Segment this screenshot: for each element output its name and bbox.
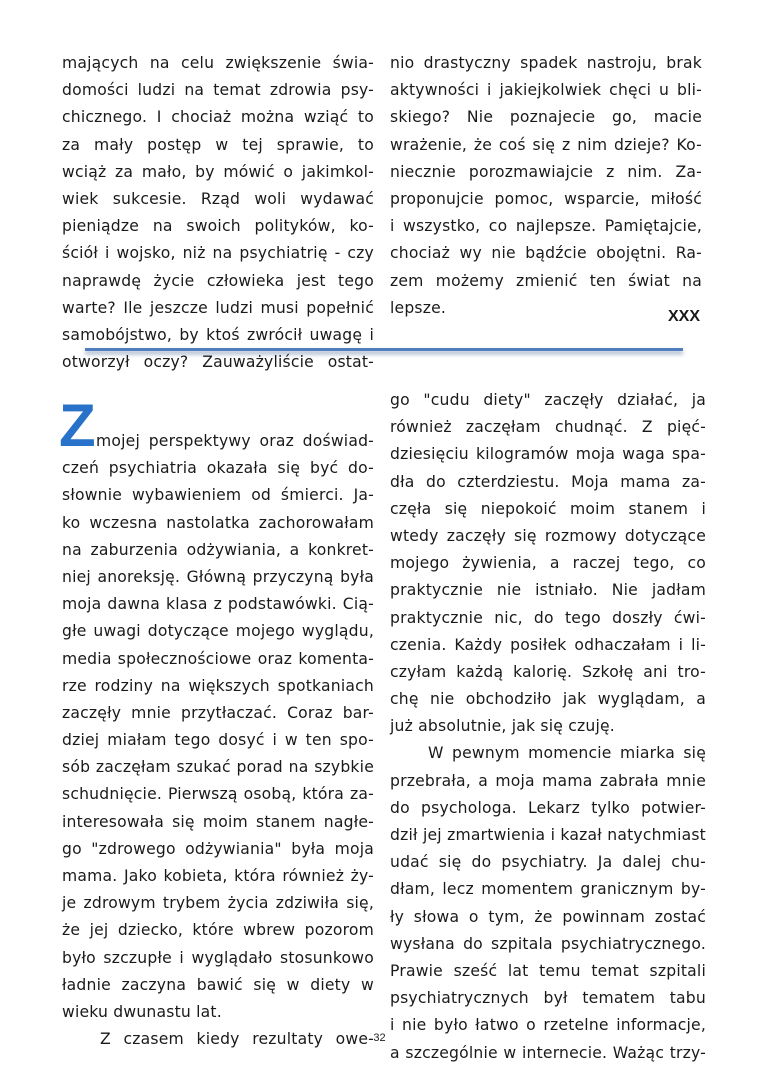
text-line: chociaż wy nie bądźcie obojętni. Ra- (390, 244, 702, 263)
text-line: dził jej zmartwienia i kazał natychmiast (390, 826, 706, 844)
text-line: nio drastyczny spadek nastroju, brak (390, 54, 702, 72)
text-line: dłam, lecz momentem granicznym by- (390, 880, 706, 899)
text-line: lepsze. (390, 298, 447, 317)
drop-cap: Z (59, 392, 96, 459)
text-line: rze rodziny na większych spotkaniach (62, 676, 374, 695)
text-line: dziej miałam tego dosyć i w ten spo- (62, 731, 374, 750)
text-line: psychiatrycznych był tematem tabu (390, 989, 706, 1008)
text-line: go "cudu diety" zaczęły działać, ja (390, 391, 706, 409)
text-line: zem możemy zmienić ten świat na (390, 271, 702, 290)
text-line: mojego żywienia, a raczej tego, co (390, 554, 706, 573)
text-line: czeń psychiatria okazała się być do- (62, 459, 374, 478)
top-left-column (62, 50, 374, 376)
text-line: czyłam każdą kalorię. Szkołę ani tro- (390, 662, 706, 681)
bottom-right-column (390, 387, 706, 1067)
text-line: mama. Jako kobieta, która również ży- (62, 867, 374, 885)
text-line: interesowała się moim stanem nagłe- (62, 812, 374, 831)
text-line: skiego? Nie poznajecie go, macie (390, 108, 702, 127)
text-line: zaczęły mnie przytłaczać. Coraz bar- (62, 703, 374, 722)
text-line: go "zdrowego odżywiania" była moja (62, 839, 374, 858)
text-line: naprawdę życie człowieka jest tego (62, 271, 374, 290)
text-line: udać się do psychiatry. Ja dalej chu- (390, 853, 706, 872)
text-line: ładnie zaczyna bawić się w diety w (62, 975, 374, 994)
text-line: i wszystko, co najlepsze. Pamiętajcie, (390, 217, 702, 236)
text-line: na zaburzenia odżywiania, a konkret- (62, 540, 374, 559)
text-line: praktycznie nic, do tego doszły ćwi- (390, 608, 706, 627)
text-line: dziesięciu kilogramów moja waga spa- (390, 445, 706, 464)
text-line: wieku dwunastu lat. (62, 1002, 222, 1021)
text-line: a szczególnie w internecie. Ważąc trzy- (390, 1043, 706, 1062)
text-line: ściół i wojsko, niż na psychiatrię - czy (62, 244, 374, 263)
top-right-column (390, 50, 702, 322)
text-line: za mały postęp w tej sprawie, to (62, 135, 374, 154)
text-line: proponujcie pomoc, wsparcie, miłość (390, 189, 702, 208)
section-divider (85, 348, 683, 351)
text-line: częła się niepokoić moim stanem i (390, 499, 706, 518)
text-line: już absolutnie, jak się czuję. (390, 717, 615, 736)
text-line: otworzył oczy? Zauważyliście ostat- (62, 353, 374, 372)
text-line: chicznego. I chociaż można wziąć to (62, 108, 374, 127)
text-line: praktycznie nie istniało. Nie jadłam (390, 581, 706, 600)
text-line: W pewnym momencie miarka się (428, 744, 706, 763)
text-line: pieniądze na swoich polityków, ko- (62, 217, 374, 236)
text-line: wysłana do szpitala psychiatrycznego. (390, 934, 706, 953)
text-line: niej anoreksję. Główną przyczyną była (62, 567, 374, 586)
text-line: Z czasem kiedy rezultaty owe- (100, 1030, 374, 1049)
text-line: sób zaczęłam szukać porad na szybkie (62, 758, 374, 777)
text-line: samobójstwo, by ktoś zwrócił uwagę i (62, 325, 374, 344)
text-line: mojej perspektywy oraz doświad- (96, 432, 374, 450)
text-line: aktywności i jakiejkolwiek chęci u bli- (390, 81, 702, 100)
text-line: było szczupłe i wyglądało stosunkowo (62, 948, 374, 967)
text-line: domości ludzi na temat zdrowia psy- (62, 81, 374, 100)
text-line: do psychologa. Lekarz tylko potwier- (390, 798, 706, 817)
text-line: i nie było łatwo o rzetelne informacje, (390, 1016, 706, 1035)
text-line: je zdrowym trybem życia zdziwiła się, (62, 894, 374, 913)
text-line: wiek sukcesie. Rząd woli wydawać (62, 189, 374, 208)
text-line: niecznie porozmawiajcie z nim. Za- (390, 162, 702, 181)
text-line: ły słowa o tym, że powinnam zostać (390, 907, 706, 926)
text-line: wrażenie, że coś się z nim dzieje? Ko- (390, 135, 702, 154)
author-signature: XXX (668, 308, 701, 325)
text-line: chę nie obchodziło jak wyglądam, a (390, 690, 706, 709)
text-line: czenia. Każdy posiłek odhaczałam i li- (390, 635, 706, 654)
page-number: 32 (373, 1032, 386, 1044)
text-line: moja dawna klasa z podstawówki. Cią- (62, 595, 374, 614)
text-line: wtedy zaczęły się rozmowy dotyczące (390, 526, 706, 545)
text-line: również zaczęłam chudnąć. Z pięć- (390, 418, 706, 437)
text-line: media społecznościowe oraz komenta- (62, 649, 374, 668)
text-line: że jej dziecko, które wbrew pozorom (62, 921, 374, 940)
text-line: głe uwagi dotyczące mojego wyglądu, (62, 622, 374, 641)
text-line: dła do czterdziestu. Moja mama za- (390, 472, 706, 491)
text-line: słownie wybawieniem od śmierci. Ja- (62, 486, 374, 505)
text-line: ko wczesna nastolatka zachorowałam (62, 513, 374, 532)
text-line: schudnięcie. Pierwszą osobą, która za- (62, 785, 374, 804)
text-line: mających na celu zwiększenie świa- (62, 54, 374, 72)
bottom-left-column (62, 428, 374, 1053)
text-line: wciąż za mało, by mówić o jakimkol- (62, 162, 374, 181)
text-line: Prawie sześć lat temu temat szpitali (390, 961, 706, 980)
text-line: warte? Ile jeszcze ludzi musi popełnić (62, 298, 374, 317)
text-line: przebrała, a moja mama zabrała mnie (390, 771, 706, 790)
